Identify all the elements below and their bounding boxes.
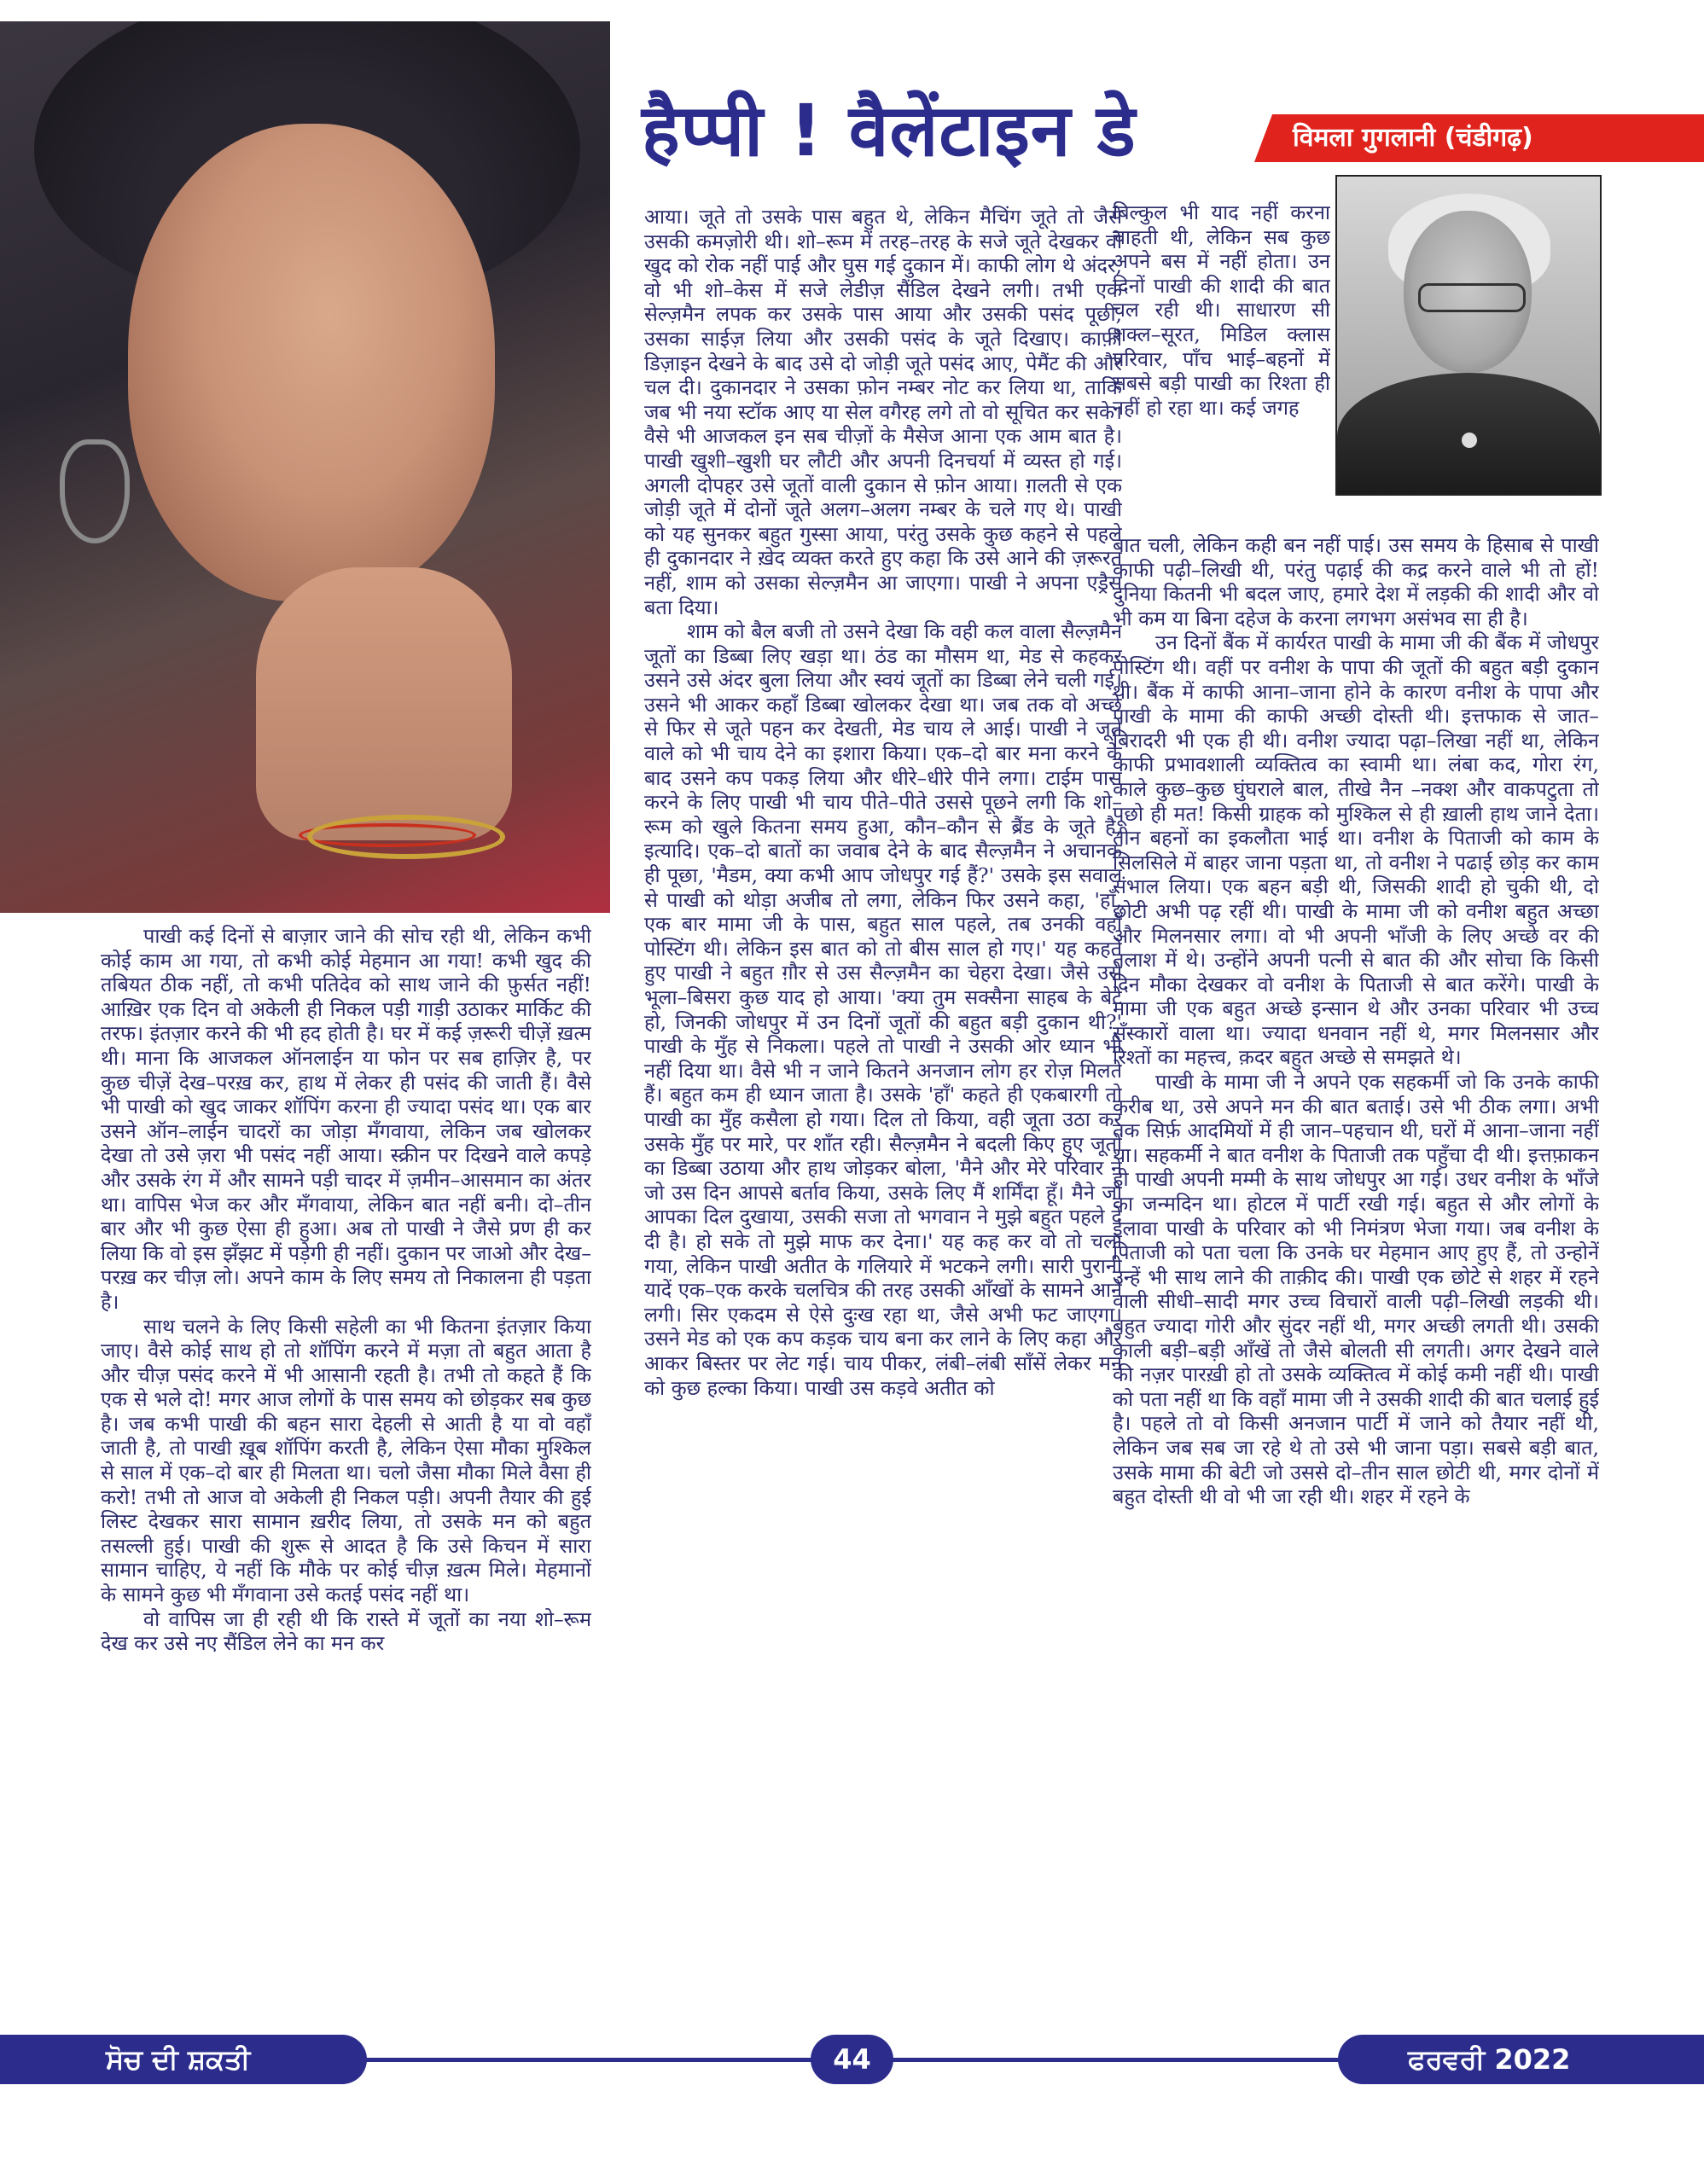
article-column-2 bbox=[644, 205, 1122, 2030]
page-footer bbox=[0, 2035, 1704, 2086]
bangle-shape bbox=[307, 815, 505, 859]
face-shape bbox=[128, 124, 495, 601]
paragraph: उन दिनों बैंक में कार्यरत पाखी के मामा जी की बैंक में जोधपुर पोस्टिंग थी। वहीं पर वनीश के पापा की जूतों की बहुत बड़ी दुकान थी। बैंक में काफी आना–जाना होने के कारण वनीश के पापा और पाखी के मामा की काफी अच्छी दोस्ती थी। इत्तफाक से जात–बिरादरी भी एक ही थी। वनीश ज्यादा पढ़ा–लिखा नहीं था, लेकिन काफी प्रभावशाली व्यक्तित्व का स्वामी था। लंबा कद, गोरा रंग, काले कुछ–कुछ घुंघराले बाल, तीखे नैन –नक्श और वाकपटुता तो पूछो ही मत! किसी ग्राहक को मुश्किल से ही ख़ाली हाथ जाने देता। तीन बहनों का इकलौता भाई था। वनीश के पिताजी को काम के सिलसिले में बाहर जाना पड़ता था, तो वनीश ने पढाई छोड़ कर काम संभाल लिया। एक बहन बड़ी थी, जिसकी शादी हो चुकी थी, दो छोटी अभी पढ़ रहीं थी। पाखी के मामा जी को वनीश बहुत अच्छा और मिलनसार लगा। वो भी अपनी भाँजी के लिए अच्छे वर की तलाश में थे। उन्होंने अपनी पत्नी से बात की और सोचा कि किसी दिन मौका देखकर वो वनीश के पिताजी से बात करेंगे। पाखी के मामा जी एक बहुत अच्छे इन्सान थे और उनका परिवार भी उच्च सँस्कारों वाला था। ज्यादा धनवान नहीं थे, मगर मिलनसार और रिश्तों का महत्त्व, क़दर बहुत अच्छे से समझते थे। bbox=[1113, 630, 1599, 1070]
paragraph: आया। जूते तो उसके पास बहुत थे, लेकिन मैचिंग जूते तो जैसे उसकी कमज़ोरी थी। शो–रूम में तरह–तरह के सजे जूते देखकर वो खुद को रोक नहीं पाई और घुस गई दुकान में। काफी लोग थे अंदर, वो भी शो–केस में सजे लेडीज़ सैंडिल देखने लगी। तभी एक सेल्ज़मैन लपक कर उसके पास आया और उसकी पसंद पूछी, उसका साईज़ लिया और उसकी पसंद के जूते दिखाए। काफ़ी डिज़ाइन देखने के बाद उसे दो जोड़ी जूते पसंद आए, पेमैंट की और चल दी। दुकानदार ने उसका फ़ोन नम्बर नोट कर लिया था, ताकि जब भी नया स्टॉक आए या सेल वगैरह लगे तो वो सूचित कर सके। वैसे भी आजकल इन सब चीज़ों के मैसेज आना एक आम बात है। पाखी खुशी–खुशी घर लौटी और अपनी दिनचर्या में व्यस्त हो गई। अगली दोपहर उसे जूतों वाली दुकान से फ़ोन आया। ग़लती से एक जोड़ी जूते में दोनों जूते अलग–अलग नम्बर के चले गए थे। पाखी को यह सुनकर बहुत गुस्सा आया, परंतु उसके कुछ कहने से पहले ही दुकानदार ने ख़ेद व्यक्त करते हुए कहा कि उसे आने की ज़रूरत नहीं, शाम को उसका सेल्ज़मैन आ जाएगा। पाखी ने अपना एड्रैस बता दिया। bbox=[644, 205, 1122, 619]
article-column-1 bbox=[101, 924, 591, 2033]
glasses-shape bbox=[1418, 283, 1526, 312]
earring-shape bbox=[60, 439, 130, 543]
article-title: हैप्पी ! वैलेंटाइन डे bbox=[642, 89, 1137, 172]
main-photo bbox=[0, 21, 610, 913]
article-column-3-top bbox=[1113, 200, 1330, 533]
magazine-name: ਸੋਚ ਦੀ ਸ਼ਕਤੀ bbox=[106, 2043, 251, 2076]
paragraph: पाखी के मामा जी ने अपने एक सहकर्मी जो कि उनके काफी करीब था, उसे अपने मन की बात बताई। उसे भी ठीक लगा। अभी तक सिर्फ़ आदमियों में ही जान–पहचान थी, घरों में आना–जाना नहीं था। सहकर्मी ने बात वनीश के पिताजी तक पहुँचा दी थी। इत्तफ़ाकन ही पाखी अपनी मम्मी के साथ जोधपुर आ गई। उधर वनीश के भाँजे का जन्मदिन था। होटल में पार्टी रखी गई। बहुत से और लोगों के इलावा पाखी के परिवार को भी निमंत्रण भेजा गया। जब वनीश के पिताजी को पता चला कि उनके घर मेहमान आए हुए हैं, तो उन्होनें उन्हें भी साथ लाने की ताक़ीद की। पाखी एक छोटे से शहर में रहने वाली सीधी–सादी मगर उच्च विचारों वाली पढ़ी–लिखी लड़की थी। बहुत ज्यादा गोरी और सुंदर नहीं थी, मगर अच्छी लगती थी। उसकी काली बड़ी–बड़ी आँखें तो जैसे बोलती सी लगती। अगर देखने वाले की नज़र पारख़ी हो तो उसके व्यक्तित्व में कोई कमी नहीं थी। पाखी को पता नहीं था कि वहाँ मामा जी ने उसकी शादी की बात चलाई हुई है। पहले तो वो किसी अनजान पार्टी में जाने को तैयार नहीं थी, लेकिन जब सब जा रहे थे तो उसे भी जाना पड़ा। सबसे बड़ी बात, उसके मामा की बेटी जो उससे दो–तीन साल छोटी थी, मगर दोनों में बहुत दोस्ती थी वो भी जा रही थी। शहर में रहने के bbox=[1113, 1070, 1599, 1509]
paragraph: बिल्कुल भी याद नहीं करना चाहती थी, लेकिन सब कुछ अपने बस में नहीं होता। उन दिनों पाखी की शादी की बात चल रही थी। साधारण सी शक्ल–सूरत, मिडिल क्लास परिवार, पाँच भाई–बहनों में सबसे बड़ी पाखी का रिश्ता ही नहीं हो रहा था। कई जगह bbox=[1113, 200, 1330, 420]
paragraph: पाखी कई दिनों से बाज़ार जाने की सोच रही थी, लेकिन कभी कोई काम आ गया, तो कभी कोई मेहमान आ गया! कभी खुद की तबियत ठीक नहीं, तो कभी पतिदेव को साथ जाने की फ़ुर्सत नहीं! आख़िर एक दिन वो अकेली ही निकल पड़ी गाड़ी उठाकर मार्किट की तरफ। इंतज़ार करने की भी हद होती है। घर में कई ज़रूरी चीज़ें ख़त्म थी। माना कि आजकल ऑनलाईन या फोन पर सब हाज़िर है, पर कुछ चीज़ें देख–परख़ कर, हाथ में लेकर ही पसंद की जाती हैं। वैसे भी पाखी को खुद जाकर शॉपिंग करना ही ज्यादा पसंद था। एक बार उसने ऑन–लाईन चादरों का जोड़ा मँगवाया, लेकिन जब खोलकर देखा तो उसे ज़रा भी पसंद नहीं आया। स्क्रीन पर दिखने वाले कपड़े और उसके रंग में और सामने पड़ी चादर में ज़मीन–आसमान का अंतर था। वापिस भेज कर और मँगवाया, लेकिन बात नहीं बनी। दो–तीन बार और भी कुछ ऐसा ही हुआ। अब तो पाखी ने जैसे प्रण ही कर लिया कि वो इस झँझट में पड़ेगी ही नहीं। दुकान पर जाओ और देख–परख़ कर चीज़ लो। अपने काम के लिए समय तो निकालना ही पड़ता है। bbox=[101, 924, 591, 1314]
article-column-3 bbox=[1113, 533, 1599, 2035]
paragraph: शाम को बैल बजी तो उसने देखा कि वही कल वाला सैल्ज़मैन जूतों का डिब्बा लिए खड़ा था। ठंड का मौसम था, मेड से कहकर उसने उसे अंदर बुला लिया और स्वयं जूतों का डिब्बा लेने चली गई। उसने भी आकर कहाँ डिब्बा खोलकर देखा था। जब तक वो अच्छे से फिर से जूते पहन कर देखती, मेड चाय ले आई। पाखी ने जूते वाले को भी चाय देने का इशारा किया। एक–दो बार मना करने के बाद उसने कप पकड़ लिया और धीरे–धीरे पीने लगा। टाईम पास करने के लिए पाखी भी चाय पीते–पीते उससे पूछने लगी कि शो–रूम को खुले कितना समय हुआ, कौन–कौन से ब्रैंड के जूते है, इत्यादि। एक–दो बातों का जवाब देने के बाद सैल्ज़मैन ने अचानक ही पूछा, 'मैडम, क्या कभी आप जोधपुर गई हैं?' उसके इस सवाल से पाखी को थोड़ा अजीब तो लगा, लेकिन फिर उसने कहा, 'हाँ, एक बार मामा जी के पास, बहुत साल पहले, तब उनकी वहाँ पोस्टिंग थी। लेकिन इस बात को तो बीस साल हो गए।' यह कहते हुए पाखी ने बहुत ग़ौर से उस सैल्ज़मैन का चेहरा देखा। जैसे उसे भूला–बिसरा कुछ याद हो आया। 'क्या तुम सक्सैना साहब के बेटे हो, जिनकी जोधपुर में उन दिनों जूतों की बहुत बड़ी दुकान थी?' पाखी के मुँह से निकला। पहले तो पाखी ने उसकी ओर ध्यान भी नहीं दिया था। वैसे भी न जाने कितने अनजान लोग हर रोज़ मिलते हैं। बहुत कम ही ध्यान जाता है। उसके 'हाँ' कहते ही एकबारगी तो पाखी का मुँह कसैला हो गया। दिल तो किया, वही जूता उठा कर उसके मुँह पर मारे, पर शाँत रही। सैल्ज़मैन ने बदली किए हुए जूतों का डिब्बा उठाया और हाथ जोड़कर बोला, 'मैने और मेरे परिवार ने जो उस दिन आपसे बर्ताव किया, उसके लिए मैं शर्मिंदा हूँ। मैने जो आपका दिल दुखाया, उसकी सजा तो भगवान ने मुझे बहुत पहले दे दी है। हो सके तो मुझे माफ कर देना।' यह कह कर वो तो चला गया, लेकिन पाखी अतीत के गलियारे में भटकने लगी। सारी पुरानी यादें एक–एक करके चलचित्र की तरह उसकी आँखों के सामने आने लगी। सिर एकदम से ऐसे दुःख रहा था, जैसे अभी फट जाएगा। उसने मेड को एक कप कड़क चाय बना कर लाने के लिए कहा और आकर बिस्तर पर लेट गई। चाय पीकर, लंबी–लंबी साँसें लेकर मन को कुछ हल्का किया। पाखी उस कड़वे अतीत को bbox=[644, 619, 1122, 1400]
paragraph: बात चली, लेकिन कही बन नहीं पाई। उस समय के हिसाब से पाखी काफी पढ़ी–लिखी थी, परंतु पढ़ाई की कद्र करने वाले भी तो हों! दुनिया कितनी भी बदल जाए, हमारे देश में लड़की की शादी और वो भी कम या बिना दहेज के करना लगभग असंभव सा ही है। bbox=[1113, 533, 1599, 630]
hand-shape bbox=[256, 567, 512, 840]
author-photo bbox=[1335, 175, 1602, 496]
issue-date: ਫਰਵਰੀ 2022 bbox=[1408, 2043, 1571, 2076]
paragraph: साथ चलने के लिए किसी सहेली का भी कितना इंतज़ार किया जाए। वैसे कोई साथ हो तो शॉपिंग करने में मज़ा तो बहुत आता है और चीज़ पसंद करने में भी आसानी रहती है। तभी तो कहते हैं कि एक से भले दो! मगर आज लोगों के पास समय को छोड़कर सब कुछ है। जब कभी पाखी की बहन सारा देहली से आती है या वो वहाँ जाती है, तो पाखी ख़ूब शॉपिंग करती है, लेकिन ऐसा मौका मुश्किल से साल में एक–दो बार ही मिलता था। चलो जैसा मौका मिले वैसा ही करो! तभी तो आज वो अकेली ही निकल पड़ी। अपनी तैयार की हुई लिस्ट देखकर सारा सामान ख़रीद लिया, तो उसके मन को बहुत तसल्ली हुई। पाखी की शुरू से आदत है कि उसे किचन में सारा सामान चाहिए, ये नहीं कि मौके पर कोई चीज़ ख़त्म मिले। मेहमानों के सामने कुछ भी मँगवाना उसे कतई पसंद नहीं था। bbox=[101, 1314, 591, 1607]
author-name: विमला गुगलानी (चंडीगढ़) bbox=[1293, 123, 1533, 153]
paragraph: वो वापिस जा ही रही थी कि रास्ते में जूतों का नया शो–रूम देख कर उसे नए सैंडिल लेने का मन कर bbox=[101, 1606, 591, 1656]
page-number: 44 bbox=[833, 2043, 871, 2076]
